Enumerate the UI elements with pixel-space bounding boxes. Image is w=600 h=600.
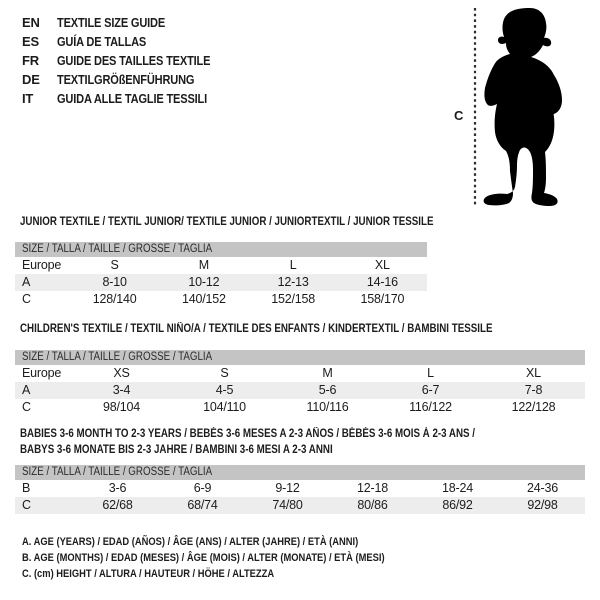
language-label: GUÍA DE TALLAS — [57, 34, 147, 49]
babies-table-rows — [15, 480, 585, 514]
size-header-label: SIZE / TALLA / TAILLE / GRÖSSE / TAGLIA — [22, 243, 213, 255]
legend-line-a — [22, 534, 449, 550]
legend-line-a-text: A. AGE (YEARS) / EDAD (AÑOS) / ÂGE (ANS) / ALTER (JAHRE) / ETÀ (ANNI) — [22, 536, 359, 548]
junior-table-rows — [15, 257, 427, 308]
size-cell: M — [198, 258, 209, 272]
language-row — [22, 32, 237, 51]
legend-line-b — [22, 550, 449, 566]
language-row — [22, 51, 237, 70]
height-cell: 116/122 — [409, 400, 452, 414]
height-cell: 98/104 — [102, 400, 141, 414]
height-cell: 92/98 — [527, 498, 558, 512]
legend-line-b-text: B. AGE (MONTHS) / EDAD (MESES) / ÂGE (MOIS) / ALTER (MONATE) / ETÀ (MESI) — [22, 552, 385, 564]
language-code: ES — [22, 34, 39, 49]
height-cell: 68/74 — [187, 498, 218, 512]
table-row — [15, 480, 585, 497]
table-row — [15, 382, 585, 399]
size-cell: M — [322, 366, 333, 380]
row-label: A — [22, 275, 31, 289]
junior-size-table — [15, 242, 427, 308]
language-code: IT — [22, 91, 34, 106]
junior-table-title-text: JUNIOR TEXTILE / TEXTIL JUNIOR/ TEXTILE JUNIOR / JUNIORTEXTIL / JUNIOR TESSILE — [20, 216, 434, 228]
children-size-table — [15, 350, 585, 416]
language-row — [22, 13, 237, 32]
height-cell: 128/140 — [92, 292, 137, 306]
children-table-title — [20, 322, 576, 337]
table-row — [15, 291, 427, 308]
language-code: EN — [22, 15, 40, 30]
age-cell: 4-5 — [215, 383, 234, 397]
age-cell: 9-12 — [275, 481, 300, 495]
size-cell: XL — [374, 258, 390, 272]
age-cell: 6-7 — [421, 383, 440, 397]
height-cell: 158/170 — [360, 292, 405, 306]
height-cell: 80/86 — [357, 498, 388, 512]
age-cell: 6-9 — [193, 481, 212, 495]
size-cell: L — [427, 366, 434, 380]
babies-table-title — [20, 427, 555, 458]
age-cell: 12-18 — [357, 481, 388, 495]
age-cell: 7-8 — [524, 383, 543, 397]
height-cell: 152/158 — [271, 292, 316, 306]
age-cell: 14-16 — [366, 275, 398, 289]
height-cell: 140/152 — [181, 292, 226, 306]
size-cell: XL — [526, 366, 541, 380]
height-measure-label: C — [454, 108, 464, 123]
language-label: TEXTILE SIZE GUIDE — [57, 15, 166, 30]
row-label: B — [22, 481, 31, 495]
age-cell: 12-13 — [277, 275, 309, 289]
toddler-silhouette-icon — [484, 8, 562, 206]
age-cell: 5-6 — [318, 383, 337, 397]
size-cell: L — [289, 258, 297, 272]
size-cell: XS — [113, 366, 130, 380]
size-header-bar — [15, 242, 427, 257]
children-table-title-text: CHILDREN'S TEXTILE / TEXTIL NIÑO/A / TEXTILE DES ENFANTS / KINDERTEXTIL / BAMBINI TESSILE — [20, 323, 493, 335]
children-table-rows — [15, 365, 585, 416]
size-header-label: SIZE / TALLA / TAILLE / GRÖSSE / TAGLIA — [22, 466, 213, 478]
height-cell: 110/116 — [306, 400, 349, 414]
language-row — [22, 70, 237, 89]
table-row — [15, 497, 585, 514]
babies-table-title-line1: BABIES 3-6 MONTH TO 2-3 YEARS / BEBÉS 3-6 MESES A 2-3 AÑOS / BÉBÉS 3-6 MOIS À 2-3 ANS / — [20, 428, 476, 440]
size-cell: S — [220, 366, 229, 380]
age-cell: 3-4 — [112, 383, 131, 397]
row-label: C — [22, 498, 31, 512]
height-measure-figure — [440, 0, 590, 212]
age-cell: 10-12 — [188, 275, 220, 289]
language-code: DE — [22, 72, 40, 87]
row-label: Europe — [22, 366, 62, 380]
age-cell: 3-6 — [108, 481, 127, 495]
height-cell: 122/128 — [511, 400, 556, 414]
table-row — [15, 365, 585, 382]
row-label: Europe — [22, 258, 62, 272]
age-cell: 8-10 — [102, 275, 127, 289]
row-label: C — [22, 292, 31, 306]
junior-table-title — [20, 215, 506, 230]
legend-line-c-text: C. (cm) HEIGHT / ALTURA / HAUTEUR / HÖHE / ALTEZZA — [22, 568, 275, 580]
table-row — [15, 274, 427, 291]
height-cell: 104/110 — [203, 400, 246, 414]
size-header-bar — [15, 350, 585, 365]
language-label: GUIDE DES TAILLES TEXTILE — [57, 53, 211, 68]
babies-size-table — [15, 465, 585, 514]
row-label: A — [22, 383, 31, 397]
height-cell: 62/68 — [102, 498, 133, 512]
language-label: TEXTILGRÖßENFÜHRUNG — [57, 72, 195, 87]
language-list — [22, 13, 237, 108]
age-cell: 24-36 — [527, 481, 558, 495]
height-cell: 74/80 — [272, 498, 303, 512]
language-code: FR — [22, 53, 39, 68]
size-header-label: SIZE / TALLA / TAILLE / GRÖSSE / TAGLIA — [22, 351, 213, 363]
legend-line-c — [22, 566, 449, 582]
table-row — [15, 399, 585, 416]
row-label: C — [22, 400, 31, 414]
language-row — [22, 89, 237, 108]
size-cell: S — [110, 258, 119, 272]
height-cell: 86/92 — [442, 498, 473, 512]
babies-table-title-line2: BABYS 3-6 MONATE BIS 2-3 JAHRE / BAMBINI 3-6 MESI A 2-3 ANNI — [20, 443, 333, 456]
measure-legend — [22, 534, 449, 582]
age-cell: 18-24 — [442, 481, 473, 495]
language-label: GUIDA ALLE TAGLIE TESSILI — [57, 91, 208, 106]
size-header-bar — [15, 465, 585, 480]
table-row — [15, 257, 427, 274]
